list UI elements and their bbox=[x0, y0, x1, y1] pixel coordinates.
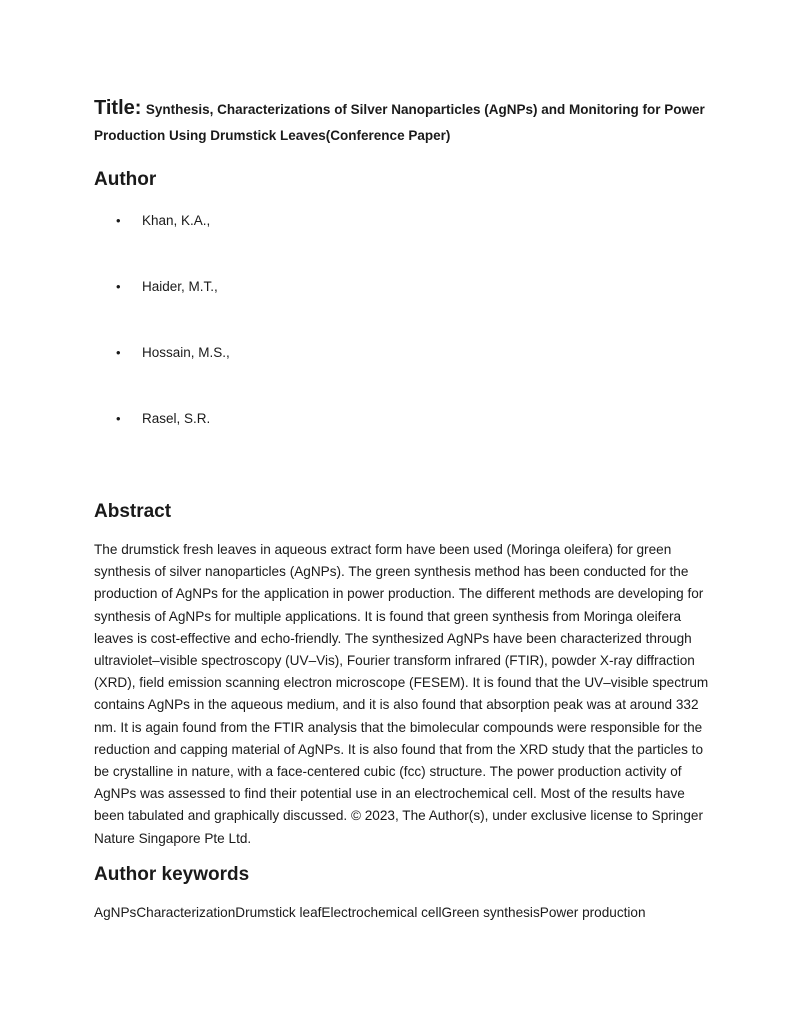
title-label: Title: bbox=[94, 97, 142, 119]
bullet-icon: • bbox=[116, 345, 121, 360]
author-list bbox=[94, 209, 714, 473]
keywords-list bbox=[94, 902, 714, 924]
keyword: Electrochemical cell bbox=[321, 904, 442, 920]
author-name: Haider, M.T., bbox=[142, 279, 218, 294]
keyword: Green synthesis bbox=[441, 904, 540, 920]
keyword: Power production bbox=[539, 904, 646, 920]
author-heading: Author bbox=[94, 169, 157, 190]
bullet-icon: • bbox=[116, 411, 121, 426]
author-item bbox=[94, 275, 714, 341]
author-item bbox=[94, 407, 714, 473]
paper-title: Synthesis, Characterizations of Silver Nanoparticles (AgNPs) and Monitoring for Power Production Using Drumstick Leaves(Conference Paper) bbox=[94, 102, 705, 143]
document-page bbox=[94, 95, 714, 924]
bullet-icon: • bbox=[116, 279, 121, 294]
keyword: Characterization bbox=[136, 904, 236, 920]
author-name: Rasel, S.R. bbox=[142, 411, 211, 426]
keywords-heading: Author keywords bbox=[94, 863, 250, 885]
abstract-heading: Abstract bbox=[94, 501, 172, 522]
keyword: AgNPs bbox=[94, 904, 137, 920]
bullet-icon: • bbox=[116, 213, 121, 228]
author-name: Hossain, M.S., bbox=[142, 345, 230, 360]
abstract-text: The drumstick fresh leaves in aqueous extract form have been used (Moringa oleifera) for green synthesis of silver nanoparticles (AgNPs). The green synthesis method has been conducted for the production of AgNPs for the application in power production. The different methods are developing for synthesis of AgNPs for multiple applications. It is found that green synthesis from Moringa oleifera leaves is cost-effective and echo-friendly. The synthesized AgNPs have been characterized through ultraviolet–visible spectroscopy (UV–Vis), Fourier transform infrared (FTIR), powder X-ray diffraction (XRD), field emission scanning electron microscope (FESEM). It is found that the UV–visible spectrum contains AgNPs in the aqueous medium, and it is also found that absorption peak was at around 332 nm. It is again found from the FTIR analysis that the bimolecular compounds were responsible for the reduction and capping material of AgNPs. It is also found that from the XRD study that the particles to be crystalline in nature, with a face-centered cubic (fcc) structure. The power production activity of AgNPs was assessed to find their potential use in an electrochemical cell. Most of the results have been tabulated and graphically discussed. © 2023, The Author(s), under exclusive license to Springer Nature Singapore Pte Ltd. bbox=[94, 542, 709, 846]
keyword: Drumstick leaf bbox=[235, 904, 322, 920]
author-item bbox=[94, 209, 714, 275]
author-name: Khan, K.A., bbox=[142, 213, 211, 228]
title-block bbox=[94, 95, 714, 149]
author-item bbox=[94, 341, 714, 407]
